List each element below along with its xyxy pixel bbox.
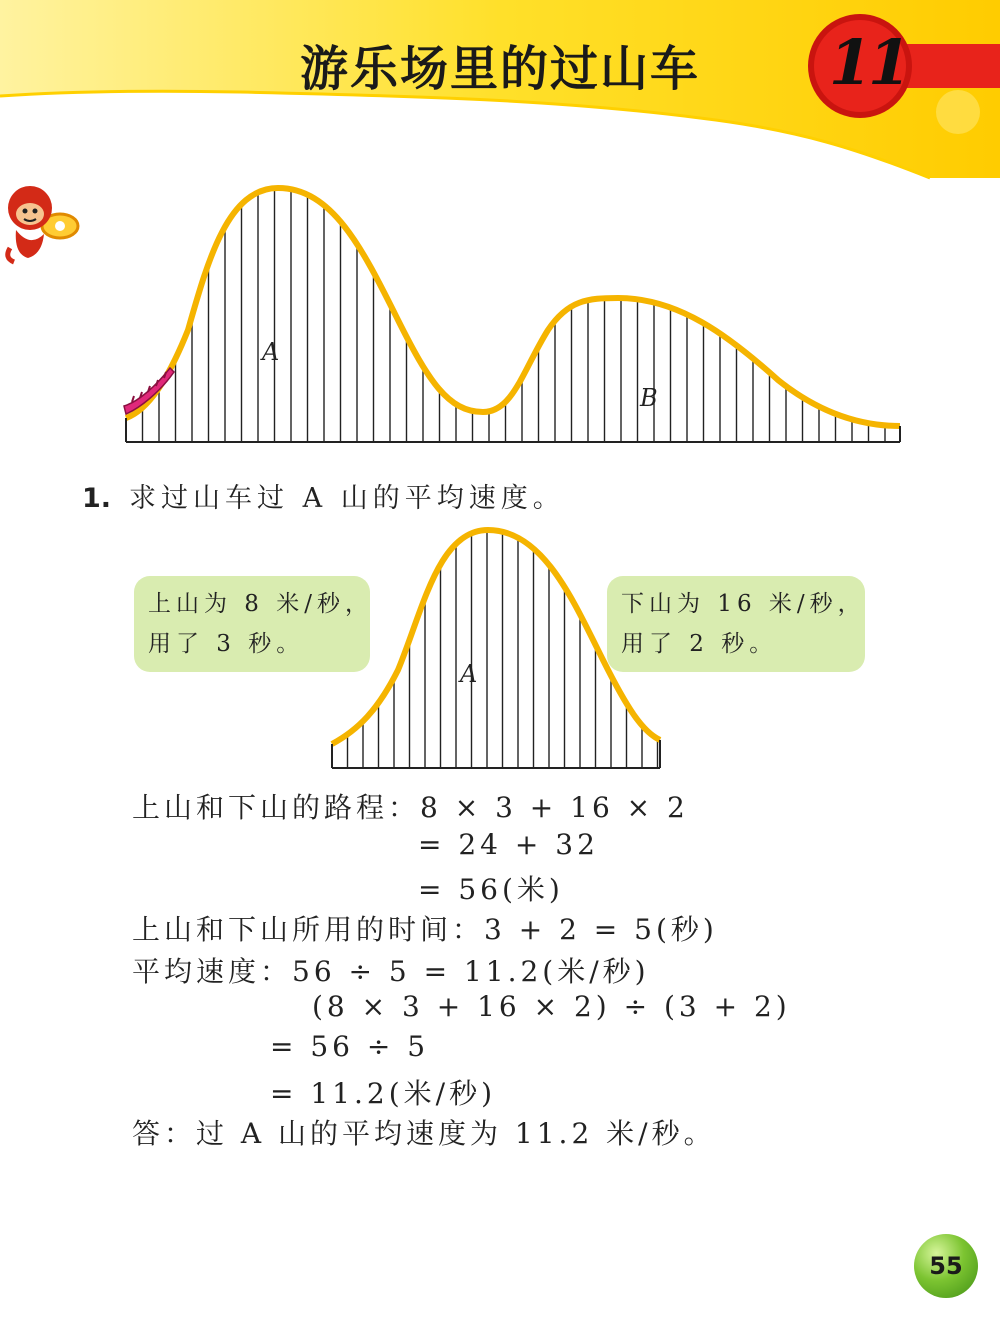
question-1 bbox=[82, 476, 565, 515]
coaster-car-icon bbox=[124, 368, 174, 414]
downhill-speed-text: 下山为 16 米/秒， bbox=[621, 591, 866, 617]
header-banner bbox=[0, 0, 1000, 180]
hill-a-diagram bbox=[328, 520, 664, 772]
hill-b-label: B bbox=[640, 384, 658, 412]
solution-combined-step: = 56 ÷ 5 bbox=[270, 1030, 430, 1063]
solution-average-speed: 平均速度：56 ÷ 5 = 11.2(米/秒) bbox=[132, 955, 650, 988]
page-number: 55 bbox=[914, 1234, 978, 1298]
monkey-mascot-icon bbox=[0, 178, 90, 268]
question-text: 求过山车过 A 山的平均速度。 bbox=[129, 483, 565, 514]
downhill-time-text: 用了 2 秒。 bbox=[621, 631, 778, 657]
page-title: 游乐场里的过山车 bbox=[300, 41, 701, 97]
roller-coaster-diagram bbox=[118, 180, 908, 450]
solution-combined-formula: (8 × 3 + 16 × 2) ÷ (3 + 2) bbox=[312, 990, 791, 1023]
question-number: 1. bbox=[82, 483, 112, 514]
uphill-speed-text: 上山为 8 米/秒， bbox=[148, 591, 374, 617]
solution-distance: 上山和下山的路程：8 × 3 + 16 × 2 bbox=[132, 791, 689, 824]
hill-a-label: A bbox=[262, 338, 280, 366]
solution-time: 上山和下山所用的时间：3 + 2 = 5(秒) bbox=[132, 913, 718, 946]
lesson-number-badge: 11 bbox=[828, 26, 908, 99]
hill-a-figure-label: A bbox=[460, 660, 478, 688]
uphill-time-text: 用了 3 秒。 bbox=[148, 631, 305, 657]
solution-distance-result: = 56(米) bbox=[418, 873, 564, 906]
answer-statement: 答：过 A 山的平均速度为 11.2 米/秒。 bbox=[132, 1117, 716, 1150]
solution-combined-result: = 11.2(米/秒) bbox=[270, 1077, 496, 1110]
solution-distance-step: = 24 + 32 bbox=[418, 828, 599, 861]
